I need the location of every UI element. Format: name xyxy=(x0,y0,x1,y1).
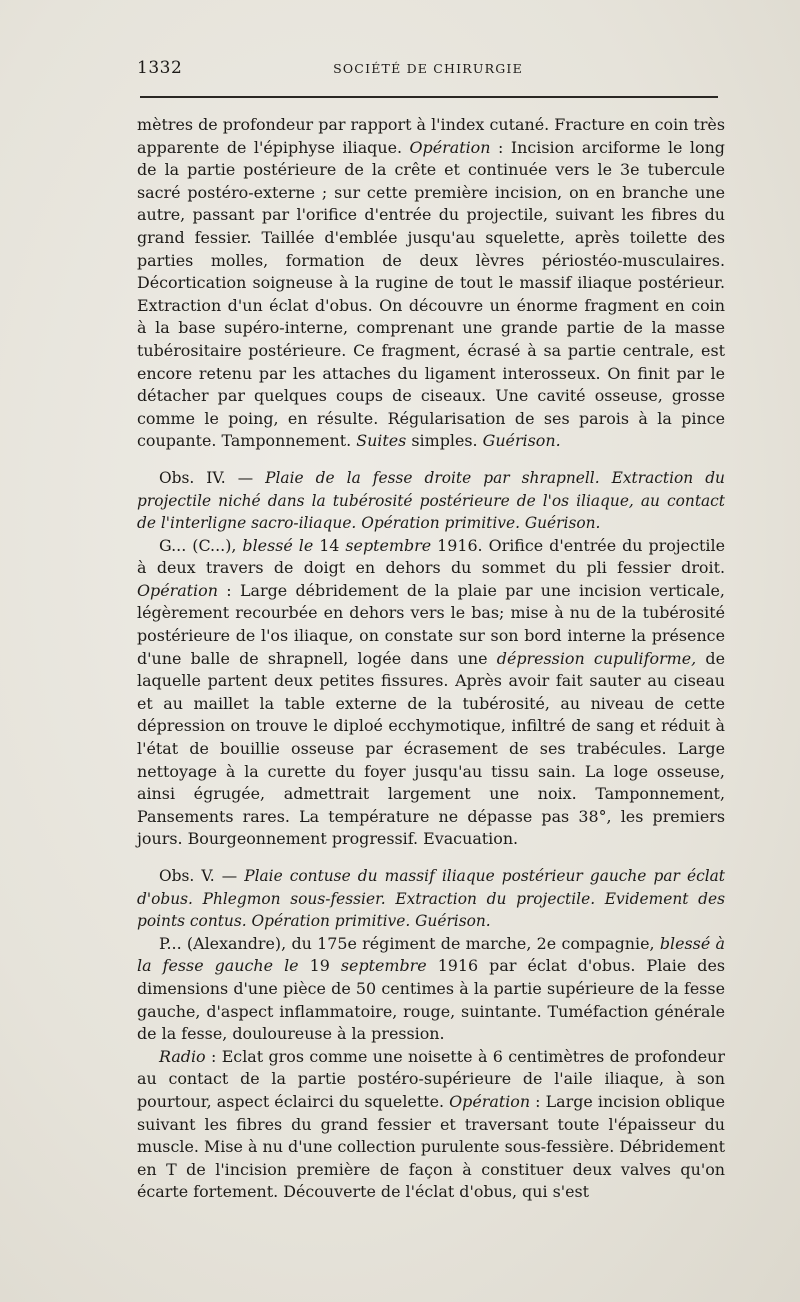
obs-label: Obs. V. — xyxy=(159,867,245,885)
obs-iv-heading xyxy=(137,467,725,535)
italic-run: septembre xyxy=(340,956,427,976)
page-number: 1332 xyxy=(137,58,183,78)
italic-run: Radio xyxy=(159,1046,206,1066)
italic-run: Guérison. xyxy=(482,431,561,451)
obs-label: Obs. IV. — xyxy=(159,468,266,487)
text-run: mètres de profondeur par rapport à l'index cutané. Fracture en coin très apparente de l'épiphyse iliaque. xyxy=(137,115,725,157)
italic-run: Opération xyxy=(137,580,218,600)
paragraph-obs-iii-end xyxy=(137,114,725,453)
text-run: 1916 par éclat d'obus. Plaie des dimensions d'une pièce de 50 centimes à la partie supérieure de la fesse gauche, d'aspect inflammatoire, rouge, suintante. Tuméfaction générale de la fesse, douloureuse à la pression. xyxy=(137,956,726,1044)
text-run: : Large débridement de la plaie par une incision verticale, légèrement recourbée en dehors vers le bas; mise à nu de la tubérosité postérieure de l'os iliaque, on constate sur son bord interne la présence d'une balle de shrapnell, logée dans une xyxy=(137,580,725,668)
obs-iv-body xyxy=(137,535,725,851)
italic-run: Suites xyxy=(356,431,407,451)
text-run: de laquelle partent deux petites fissures. Après avoir fait sauter au ciseau et au maillet la table externe de la tubérosité, au niveau de cette dépression on trouve le diploé ecchymotique, infiltré de sang et réduit à l'état de bouillie osseuse par écrasement de ses trabécules. Large nettoyage à la curette du foyer jusqu'au tissu sain. La loge osseuse, ainsi égrugée, admettrait largement une noix. Tamponnement, Pansements rares. La température ne dépasse pas 38°, les premiers jours. Bourgeonnement progressif. Evacuation. xyxy=(137,648,725,849)
italic-run: septembre xyxy=(345,535,432,555)
text-run: : Eclat gros comme une noisette à 6 centimètres de profondeur au contact de la partie postéro-supérieure de l'aile iliaque, à son pourtour, aspect éclairci du squelette. xyxy=(137,1046,725,1111)
italic-run: Opération xyxy=(449,1091,531,1111)
italic-run: blessé à la fesse gauche le xyxy=(137,933,725,976)
running-title: SOCIÉTÉ DE CHIRURGIE xyxy=(333,61,523,76)
text-run: : Incision arciforme le long de la partie postérieure de la crête et continuée vers le 3e tubercule sacré postéro-externe ; sur cette première incision, on en branche une autre, passant par l'orifice d'entrée du projectile, suivant les fibres du grand fessier. Taillée d'emblée jusqu'au squelette, après toilette des parties molles, formation de deux lèvres périostéo-musculaires. Décortication soigneuse à la rugine de tout le massif iliaque postérieur. Extraction d'un éclat d'obus. On découvre un énorme fragment en coin à la base supéro-interne, comprenant une grande partie de la masse tubérositaire postérieure. Ce fragment, écrasé à sa partie centrale, est encore retenu par les attaches du ligament interosseux. On finit par le détacher par quelques coups de ciseaux. Une cavité osseuse, grosse comme le poing, en résulte. Régularisation de ses parois à la pince coupante. Tamponnement. xyxy=(137,137,725,451)
obs-title: Plaie contuse du massif iliaque postérieur gauche par éclat d'obus. Phlegmon sous-fessier. Extraction du projectile. Evidement des points contus. Opération primitive. Guérison. xyxy=(137,867,725,931)
obs-v-body xyxy=(137,933,725,1046)
body-text xyxy=(137,114,725,1204)
text-run: 1916. Orifice d'entrée du projectile à deux travers de doigt en dehors du sommet du pli fessier droit. xyxy=(137,535,725,578)
obs-title: Plaie de la fesse droite par shrapnell. Extraction du projectile niché dans la tubérosité postérieure de l'os iliaque, au contact de l'interligne sacro-iliaque. Opération primitive. Guérison. xyxy=(137,468,725,533)
text-run: simples. xyxy=(406,431,483,451)
text-run: 14 xyxy=(313,535,346,555)
italic-run: blessé le xyxy=(242,535,314,555)
text-run: G... (C...), xyxy=(159,535,243,555)
text-run: 19 xyxy=(298,956,341,976)
text-run: : Large incision oblique suivant les fibres du grand fessier et traversant toute l'épaisseur du muscle. Mise à nu d'une collection purulente sous-fessière. Débridement en T de l'incision première de façon à constituer deux valves qu'on écarte fortement. Découverte de l'éclat d'obus, qui s'est xyxy=(137,1091,725,1202)
header-rule xyxy=(140,96,718,98)
italic-run: dépression cupuliforme, xyxy=(496,648,697,668)
obs-v-radio xyxy=(137,1046,725,1204)
text-run: P... (Alexandre), du 175e régiment de marche, 2e compagnie, xyxy=(159,933,660,953)
italic-run: Opération xyxy=(409,137,491,157)
obs-v-heading xyxy=(137,865,725,933)
page-header xyxy=(137,58,719,84)
